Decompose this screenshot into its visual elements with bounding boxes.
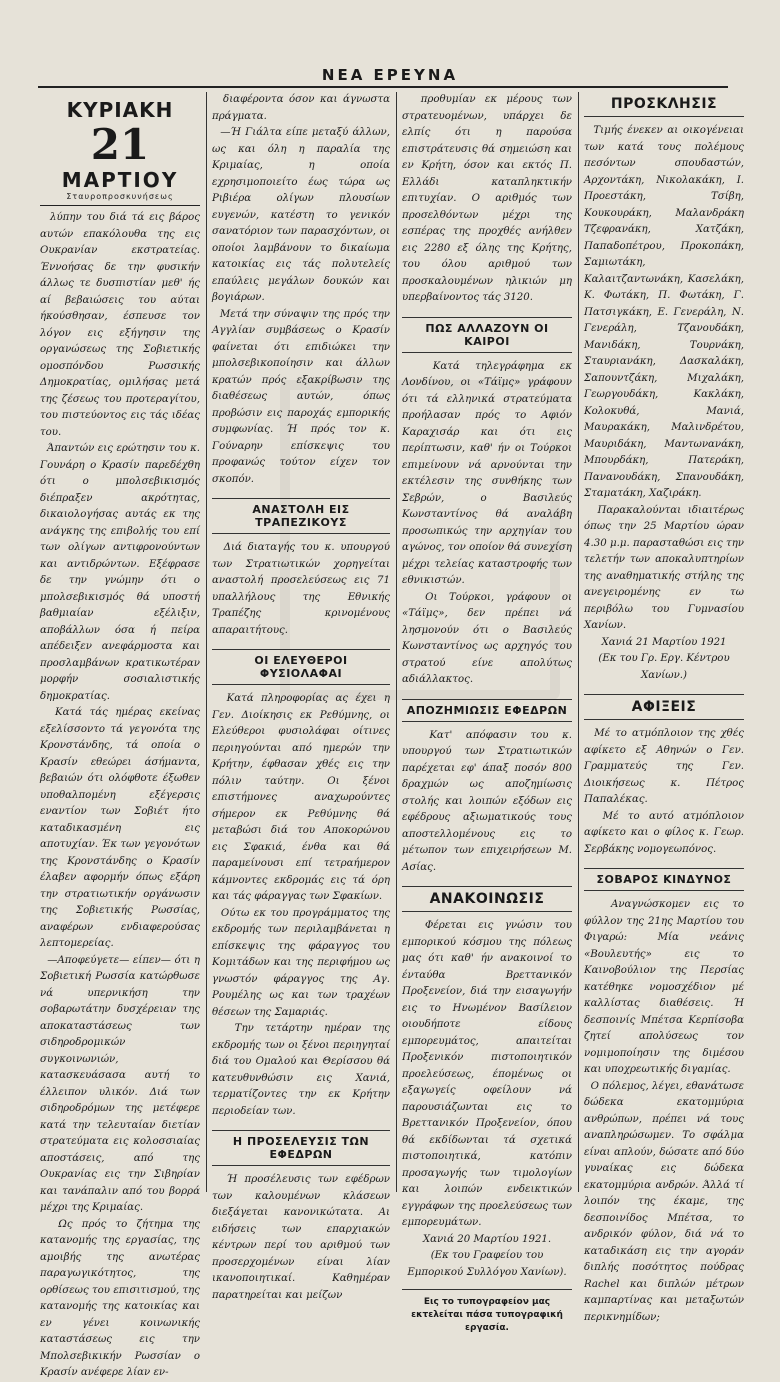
signature-source: (Εκ του Γραφείου του Εμπορικού Συλλόγου Χανίων).: [407, 1250, 567, 1278]
article-headline: Η ΠΡΟΣΕΛΕΥΣΙΣ ΤΩΝ ΕΦΕΔΡΩΝ: [212, 1130, 390, 1166]
article-text: [212, 92, 390, 488]
article-text: [402, 359, 572, 689]
paragraph: λύπην του διά τά εις βάρος αυτών επακόλουθα της εις Ουκρανίαν εκστρατείας. Έννοήσας δε την φυσικήν άλλως τε δυσπιστίαν μεθ' ής αί βεβαιώσεις του αύται ήκούσθησαν, έσπευσε τον λόγον εις εξήγησιν της οργανώσεως της Σοβιετικής ομοσπόνδου Ρωσσικής Δημοκρατίας, ομιλήσας μετά της ζέσεως του προτεραγίτου, του πιστεύοντος εις τάς ιδέας του.: [40, 212, 200, 438]
article-headline: ΑΝΑΚΟΙΝΩΣΙΣ: [402, 886, 572, 912]
paragraph: Ως πρός το ζήτημα της κατανομής της εργασίας, της αμοιβής της ανωτέρας παραγωγικότητος, της ορθίσεως του επισιτισμού, της κατανομής της κατοικίας και εν γένει κοινωνικής καταστάσεως εις την Μπολσεβικικήν Ρωσσίαν ο Κρασίν ανέφερε λίαν εν-: [40, 1218, 200, 1378]
paragraph: Μετά την σύναψιν της πρός την Αγγλίαν συμβάσεως ο Κρασίν φαίνεται ότι επιδιώκει την μπολσεβικοποίησιν και άλλων κρατών πρός εξακρίβωσιν της διαθέσεως αυτών, όπως προβώσιν εις παροχάς εμπορικής συμφωνίας. Ή πρός τον κ. Γούναρην επίσκεψις του προφανώς τούτον είχεν τον σκοπόν.: [212, 308, 390, 485]
signature-source: (Εκ του Γρ. Εργ. Κέντρου Χανίων.): [598, 653, 730, 681]
paragraph: Φέρεται εις γνώσιν του εμπορικού κόσμου της πόλεως μας ότι καθ' ήν ανακοινοί το ένταύθα Βρεττανικόν Προξενείον, διά την εισαγωγήν εις το Ηνωμένον Βασίλειον οιουδήποτε είδους εμπορευμάτος, απαιτείται Προξενικόν πιστοποιητικόν προελεύσεως, έπομένως οι εξαγωγείς οφείλουν νά παρουσιάζωνται εις το Βρεττανικόν Προξενείον, όπου θά εκδίδωνται τά σχετικά πιστοποιητικά, κατόπιν προσαγωγής των τιμολογίων και λοιπών ενδεικτικών εγγράφων της προελεύσεως των εμπορευμάτων.: [402, 920, 572, 1228]
print-shop-notice: Εις το τυπογραφείον μας εκτελείται πάσα τυπογραφική εργασία.: [402, 1289, 572, 1335]
paragraph: Την τετάρτην ημέραν της εκδρομής των οι ξένοι περιηγηταί διά του Ομαλού και Θερίσσου θά κατευθυνθώσιν εις Χανιά, τερματίζοντες την εκ Κρήτην περιοδείαν των.: [212, 1023, 390, 1117]
masthead-rule: [38, 86, 728, 88]
article-text: [212, 691, 390, 1120]
paragraph: Κατ' απόφασιν του κ. υπουργού των Στρατιωτικών παρέχεται εφ' άπαξ ποσόν 800 δραχμών ως αποζημίωσις στολής και λοιπών εξόδων εις εφέδρους αξιωματικούς τους αποστελλομένους εις το μέτωπον των επιχειρήσεων Μ. Ασίας.: [402, 729, 572, 873]
paragraph: Ούτω εκ του προγράμματος της εκδρομής των περιλαμβάνεται η επίσκεψις της φάραγγος του Κομιτάδων και της περιφήμου ως γνωστόν φάραγγος της Αγ. Ρουμέλης ως και των τραχέων θέσεων της Σαμαριάς.: [212, 907, 390, 1018]
article-headline: ΠΩΣ ΑΛΛΑΖΟΥΝ ΟΙ ΚΑΙΡΟΙ: [402, 317, 572, 353]
article-text: [212, 1172, 390, 1304]
paragraph: Παρακαλούνται ιδιαιτέρως όπως την 25 Μαρτίου ώραν 4.30 μ.μ. παρασταθώσι εις την τελετήν των αποκαλυπτηρίων της αναθηματικής στήλης της ανεγειρομένης εν τω περιβόλω του Γυμνασίου Χανίων.: [584, 504, 744, 631]
article-text: [402, 92, 572, 307]
column-divider: [396, 92, 397, 1192]
paragraph: Οι Τούρκοι, γράφουν οι «Τάϊμς», δεν πρέπει νά λησμονούν ότι ο Βασιλεύς Κωνσταντίνος ως αρχηγός του στρατού είνε απολύτως αδιάλλακτος.: [402, 591, 572, 685]
article-headline: ΠΡΟΣΚΛΗΣΙΣ: [584, 92, 744, 117]
column-4: [584, 92, 744, 1323]
column-1-text: [40, 210, 200, 1382]
paragraph: Άπαντών εις ερώτησιν του κ. Γουνάρη ο Κρασίν παρεδέχθη ότι ο μπολσεβικισμός διέπραξεν ακρότητας, δικαιολογήσας αυτάς εκ της ανάγκης της επιβολής του επί των ολίγων αντιφρονούντων και αντιδρώντων. Εξέφρασε δε την γνώμην ότι ο μπολσεβικισμός θά υποστή βαθμιαίαν εξέλιξιν, αποβάλλων όσα ή πείρα απέδειξεν ανεφάρμοστα και προσλαμβάνων κρατικωτέραν μορφήν σοσιαλιστικής δημοκρατίας.: [40, 443, 200, 702]
date-saint: Σταυροπροσκυνήσεως: [66, 192, 174, 201]
paragraph: Ή προσέλευσις των εφέδρων των καλουμένων κλάσεων διεξάγεται κανονικώτατα. Αι ειδήσεις των επαρχιακών κέντρων περί του αριθμού των προσερχομένων είναι λίαν ικανοποιητικαί. Καθημέραν παρατηρείται και μείζων: [212, 1174, 390, 1301]
paragraph: Κατά πληροφορίας ας έχει η Γεν. Διοίκησις εκ Ρεθύμνης, οι Ελεύθεροι φυσιολάφαι οίτινες περιηγούνται από ημερών την Κρήτην, έφθασαν χθές εις την πόλιν ταύτην. Οι ξένοι επιστήμονες αναχωρούντες σήμερον εκ Ρεθύμνης θά μεταβώσι διά του Αποκορώνου εις Σφακιά, ένθα και θά παραμείνουσι επί τετραήμερον κάμνοντες εκδρομάς εις τά όρη και τάς φάραγγας των Σφακίων.: [212, 693, 390, 902]
paragraph: Ο πόλεμος, λέγει, εθανάτωσε δώδεκα εκατομμύρια ανθρώπων, πρέπει νά τους αναπληρώσωμεν. Το σφάλμα είναι απλούν, δώσατε από δύο γυναίκας εις δώδεκα εκατομμύρια ανδρών. Άλλά τί λοιπόν της έκαμε, της δεσποινίδος Μπέτσα, το ανδρικόν φύλον, διά νά το καταδικάση εις την αγοράν διπλής ποσότητος πούδρας Rachel και διπλών μέτρων καμπαρτίνας και μεταξωτών περικνημίδων;: [584, 1080, 744, 1323]
article-headline: ΣΟΒΑΡΟΣ ΚΙΝΔΥΝΟΣ: [584, 868, 744, 891]
article-headline: ΑΦΙΞΕΙΣ: [584, 694, 744, 720]
article-text: [584, 123, 744, 635]
column-1: [40, 92, 200, 1378]
paragraph: Κατά τάς ημέρας εκείνας εξελίσσοντο τά γεγονότα της Κρονστάνδης, τά οποία ο Κρασίν εθεώρει άσήμαντα, βεβαιών ότι ολόφθοτε έξωθεν υποθαλπομένη εξέγερσις εναντίον των Σοβιέτ ήτο καταδικασμένη εις αποτυχίαν. Έκ των γεγονότων της Κρονστάνδης ο Κρασίν έλαβεν αφορμήν όπως εξάρη την στρατιωτικήν οργάνωσιν της Σοβιετικής Ρωσσίας, αναφέρων ενδιαφερούσας λεπτομερείας.: [40, 707, 200, 949]
paragraph: Τιμής ένεκεν αι οικογένειαι των κατά τους πολέμους πεσόντων σπουδαστών, Αρχοντάκη, Νικολακάκη, Ι. Προεστάκη, Τσίβη, Κουκουράκη, Μαλανδράκη Τζεφρανάκη, Χατζάκη, Παπαδοπέτρου, Προκοπάκη, Σαμιωτάκη, Καλαιτζαντωνάκη, Κασελάκη, Κ. Φωτάκη, Π. Φωτάκη, Γ. Πατσιγκάκη, Ε. Γενεράλη, Ν. Γενεράλη, Τζανουδάκη, Μανιδάκη, Τουρνάκη, Σταυριανάκη, Δασκαλάκη, Σαπουντζάκη, Μιχαλάκη, Γεωργουδάκη, Κακλάκη, Κολοκυθά, Μανιά, Μαυρακάκη, Μαλινδρέτου, Μαυριδάκη, Μαντωνανάκη, Μπουρδάκη, Πατεράκη, Πανανουδάκη, Σπανουδάκη, Σταματάκη, Χαζιράκη.: [584, 125, 744, 499]
article-text: [584, 726, 744, 858]
date-month: ΜΑΡΤΙΟΥ: [61, 168, 179, 192]
column-3: [402, 92, 572, 1333]
paragraph: —Ή Γιάλτα είπε μεταξύ άλλων, ως και όλη η παραλία της Κριμαίας, η οποία εχρησιμοποιείτο έως τώρα ως Ριβιέρα ολίγων πλουσίων ευγενών, κατέστη το γενικόν σανατόριον των παρασχόντων, οι οποίοι λαμβάνουν το δικαίωμα κατοικίας εις τάς πολυτελείς επαύλεις μεγάλων δουκών και βογιάρων.: [212, 127, 390, 303]
date-day: 21: [90, 120, 150, 169]
date-block: [40, 98, 200, 206]
column-divider: [578, 92, 579, 1192]
paragraph: Κατά τηλεγράφημα εκ Λονδίνου, οι «Τάϊμς» γράφουν ότι τά ελληνικά στρατεύματα προήλασαν πρός το Αφιόν Καραχισάρ και ότι εις περίπτωσιν, καθ' ήν οι Τούρκοι επιμείνουν νά αρνούνται την εκτέλεσιν της συνθήκης των Σεβρών, ο Βασιλεύς Κωνσταντίνος θά αναλάβη προσωπικώς την αρχηγίαν του αγώνος, τον οποίον θά συνεχίση μέχρι τελείας καταστροφής των εθνικιστών.: [402, 360, 572, 586]
article-text: [584, 897, 744, 1326]
date-weekday: ΚΥΡΙΑΚΗ: [66, 98, 174, 122]
paragraph: προθυμίαν εκ μέρους των στρατευομένων, υπάρχει δε ελπίς ότι η παρούσα επιστράτευσις θά σημειώση και εν Κρήτη, όσον και εκτός Π. Ελλάδι καταπληκτικήν επιτυχίαν. Ο αριθμός των προσελθόντων μέχρι της εσπέρας της προχθές ανήλθεν εις 2280 εξ όλης της Κρήτης, του όλου αριθμού των προσκαλουμένων ηλικιών μη υπερβαίνοντος τάς 3120.: [402, 94, 572, 303]
paragraph: Μέ το ατμόπλοιον της χθές αφίκετο εξ Αθηνών ο Γεν. Γραμματεύς της Γεν. Διοικήσεως κ. Πέτρος Παπαλέκας.: [584, 728, 744, 805]
paragraph: Διά διαταγής του κ. υπουργού των Στρατιωτικών χορηγείται αναστολή προσελεύσεως εις 71 υπαλλήλους της Εθνικής Τραπέζης κρινομένους απαραιτήτους.: [212, 542, 390, 636]
paragraph: Μέ το αυτό ατμόπλοιον αφίκετο και ο φίλος κ. Γεωρ. Σερβάκης νομογεωπόνος.: [584, 810, 744, 855]
paragraph: διαφέροντα όσον και άγνωστα πράγματα.: [212, 94, 390, 122]
article-text: [402, 728, 572, 877]
signature-date: Χανιά 20 Μαρτίου 1921.: [422, 1233, 552, 1245]
article-text: [402, 918, 572, 1232]
column-2: [212, 92, 390, 1301]
article-headline: ΑΠΟΖΗΜΙΩΣΙΣ ΕΦΕΔΡΩΝ: [402, 699, 572, 722]
masthead: ΝΕΑ ΕΡΕΥΝΑ: [321, 66, 459, 84]
article-headline: ΟΙ ΕΛΕΥΘΕΡΟΙ ΦΥΣΙΟΛΑΦΑΙ: [212, 649, 390, 685]
paragraph: —Αποφεύγετε— είπεν— ότι η Σοβιετική Ρωσσία κατώρθωσε νά υπερνικήση την σοβαρωτάτην δυσχέρειαν της αποκαταστάσεως των σιδηροδρομικών συγκοινωνιών, κατασκευάσασα αυτή το έλλειπον υλικόν. Διά των σιδηροδρόμων της μετέφερε κατά την τελευταίαν διετίαν στρατεύματα εις κολοσσιαίας αποστάσεις, από της Ουκρανίας εις την Σιβηρίαν και τανάπαλιν από του βορρά μέχρι της Κριμαίας.: [40, 954, 200, 1213]
article-text: [212, 540, 390, 639]
column-divider: [206, 92, 207, 1192]
signature-date: Χανιά 21 Μαρτίου 1921: [601, 636, 727, 648]
paragraph: Αναγνώσκομεν εις το φύλλον της 21ης Μαρτίου του Φιγαρώ: Μία νεάνις «Βουλευτής» εις το Καινοβούλιον της Περσίας κατέθηκε νομοσχέδιον μέ καλλίστας διαθέσεις. Ή δεσποινίς Μπέτσα Κερπίσοβα ζητεί απολύσεως τον νομιμοποίησιν της διμέσου και υποχρεωτικής διγαμίας.: [584, 899, 744, 1075]
article-headline: ΑΝΑΣΤΟΛΗ ΕΙΣ ΤΡΑΠΕΖΙΚΟΥΣ: [212, 498, 390, 534]
